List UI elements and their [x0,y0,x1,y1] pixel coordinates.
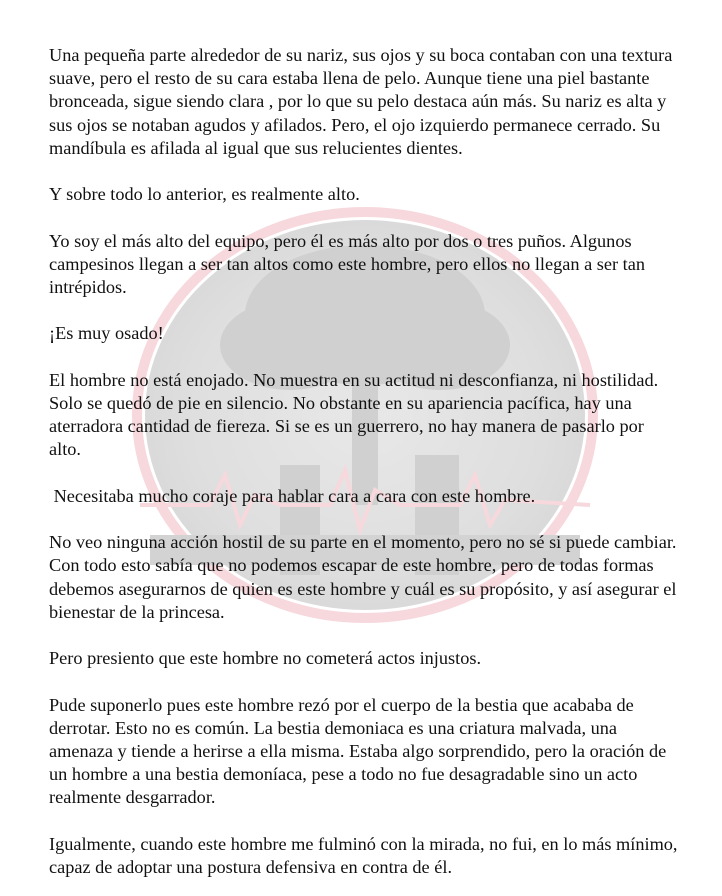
paragraph: Pude suponerlo pues este hombre rezó por el cuerpo de la bestia que acababa de derrotar. Esto no es común. La bestia demoniaca es una criatura malvada, una amenaza y tiende a herirse a ella misma. Estaba algo sorprendido, pero la oración de un hombre a una bestia demoníaca, pese a todo no fue desagradable sino un acto realmente desgarrador. [49,694,671,808]
paragraph: No veo ninguna acción hostil de su parte en el momento, pero no sé si puede cambiar. Con todo esto sabía que no podemos escapar de este hombre, pero de todas formas debemos asegurarnos de quien es este hombre y cuál es su propósito, y así asegurar el bienestar de la princesa. [49,532,682,622]
paragraph: Igualmente, cuando este hombre me fulminó con la mirada, no fui, en lo más mínimo, capaz de adoptar una postura defensiva en contra de él. [49,833,683,877]
document-body [49,44,683,896]
paragraph: Una pequeña parte alrededor de su nariz, sus ojos y su boca contaban con una textura suave, pero el resto de su cara estaba llena de pelo. Aunque tiene una piel bastante bronceada, sigue siendo clara , por lo que su pelo destaca aún más. Su nariz es alta y sus ojos se notaban agudos y afilados. Pero, el ojo izquierdo permanece cerrado. Su mandíbula es afilada al igual que sus relucientes dientes. [49,45,677,158]
paragraph: Yo soy el más alto del equipo, pero él es más alto por dos o tres puños. Algunos campesinos llegan a ser tan altos como este hombre, pero ellos no llegan a ser tan intrépidos. [49,230,650,297]
paragraph: Necesitaba mucho coraje para hablar cara a cara con este hombre. [49,485,536,506]
paragraph: ¡Es muy osado! [49,323,164,344]
paragraph: Pero presiento que este hombre no cometerá actos injustos. [49,648,482,669]
paragraph: Y sobre todo lo anterior, es realmente alto. [49,184,360,205]
paragraph: El hombre no está enojado. No muestra en su actitud ni desconfianza, ni hostilidad. Solo se quedó de pie en silencio. No obstante en su apariencia pacífica, hay una aterradora cantidad de fiereza. Si se es un guerrero, no hay manera de pasarlo por alto. [49,369,663,460]
